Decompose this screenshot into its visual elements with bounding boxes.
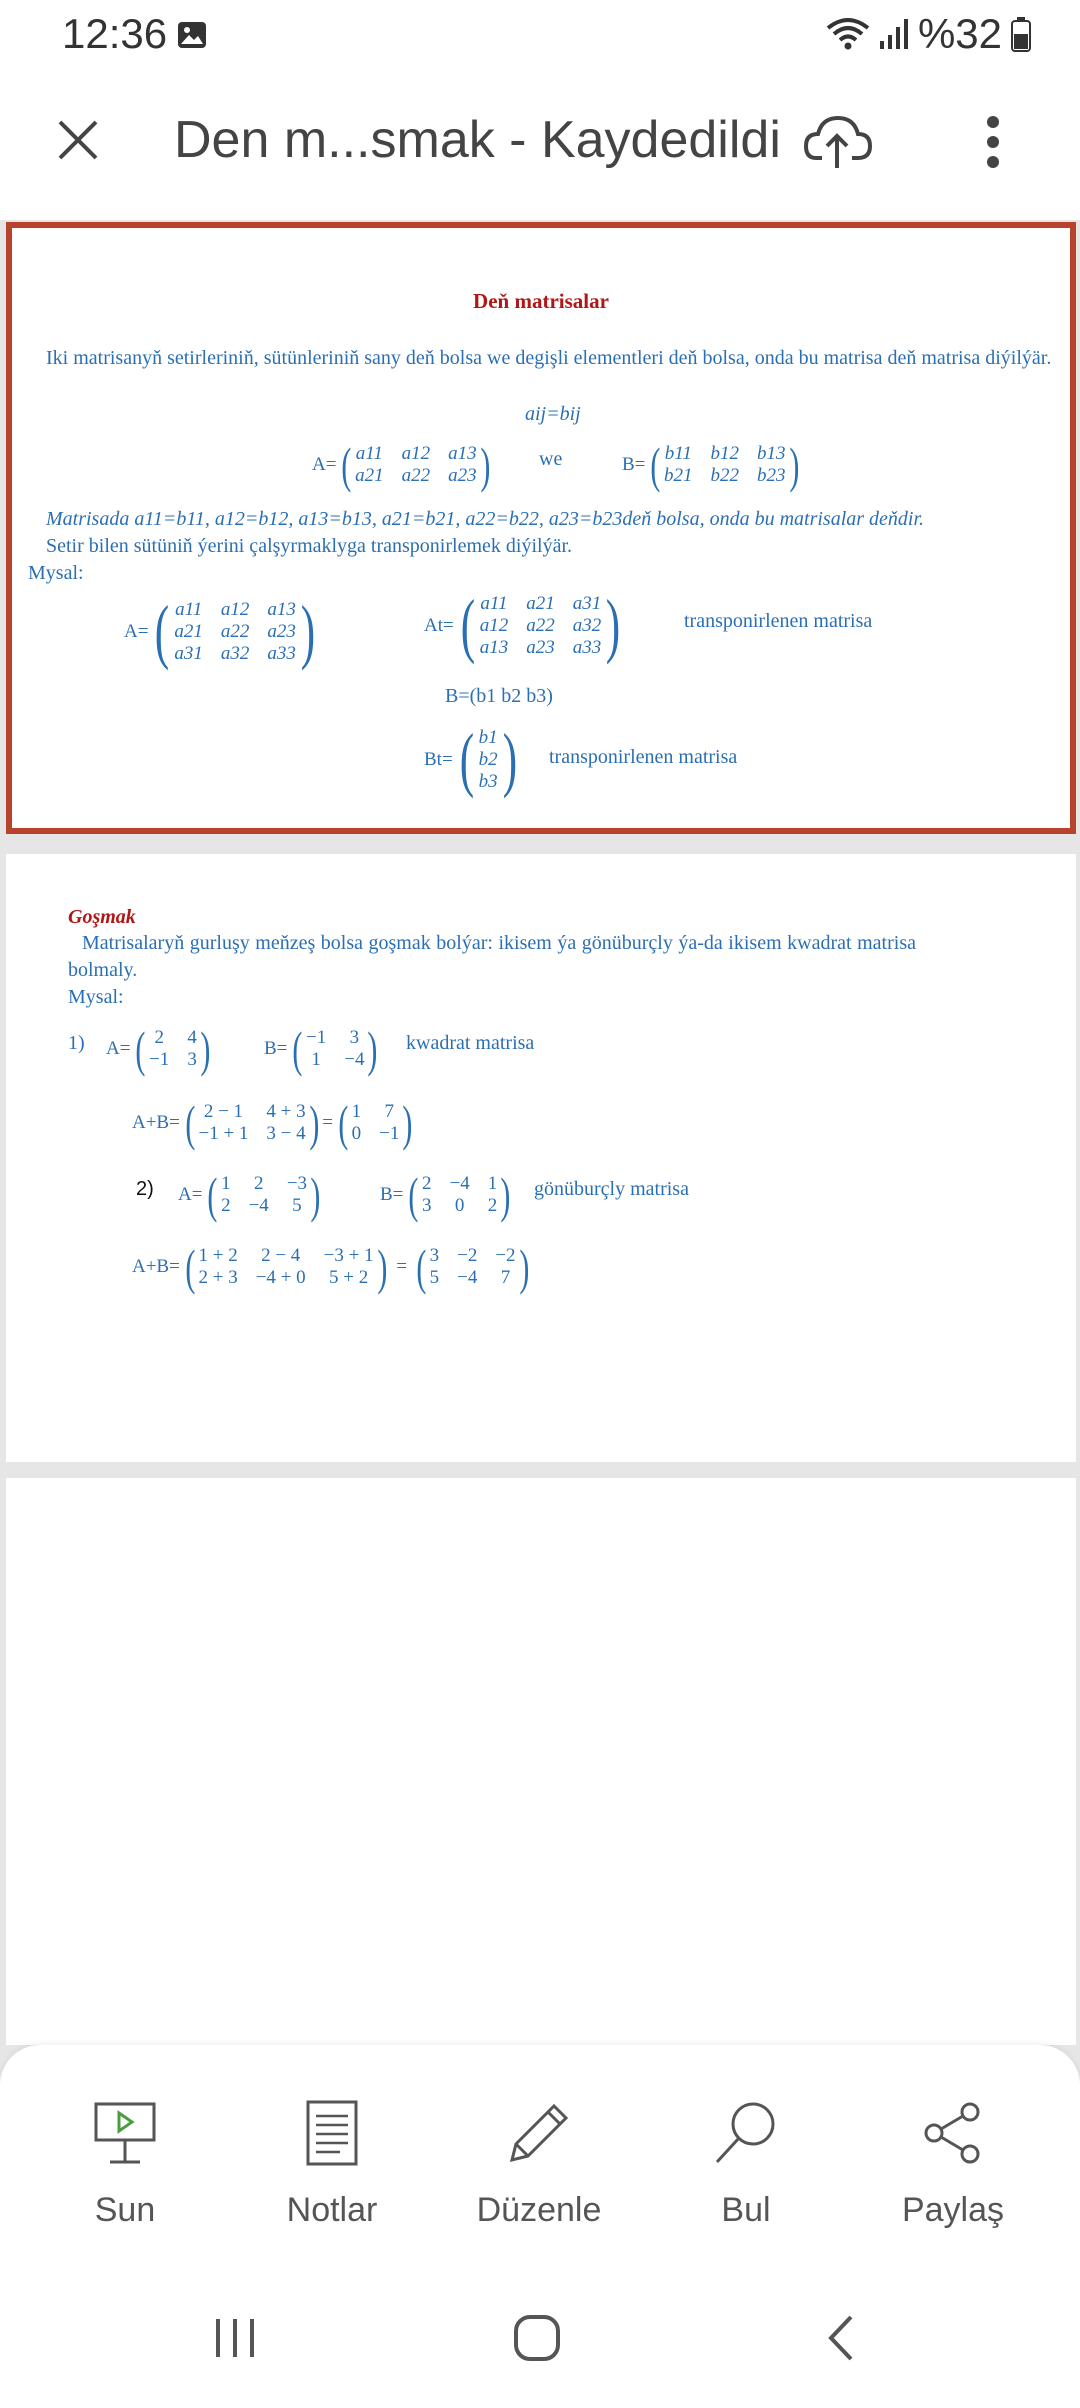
home-button[interactable] [502,2303,572,2373]
matrix-entry: b22 [710,465,740,486]
matrix-entry: b21 [664,465,693,486]
matrix-entry: 3 [349,1027,360,1048]
matrix-label: A+B= [132,1256,180,1277]
matrix-label: At= [424,614,454,636]
matrix-entry: 2 [154,1027,164,1048]
status-bar [0,0,1080,72]
matrix-entry: b12 [710,443,740,464]
slide-3[interactable] [6,1478,1076,2045]
close-icon [54,116,102,164]
matrix-entry: a12 [401,443,431,464]
matrix-entry: 0 [454,1195,465,1216]
matrix-entry: a23 [448,465,477,486]
toolbar-label: Düzenle [476,2191,602,2229]
slide-paragraph: Matrisalaryň gurluşy meňzeş bolsa goşmak bolýar: ikisem ýa gönüburçly ýa-da ikisem kwadrat matrisa bolmaly. [68,932,916,981]
matrix-entry: b1 [478,726,498,748]
matrix-entry: 1 [221,1173,231,1194]
matrix-entry: a13 [479,636,509,658]
matrix-entry: a33 [572,636,602,658]
matrix-entry: 2 [221,1195,231,1216]
matrix-entry: 2 [253,1173,264,1194]
matrix-b-2x3: B= ( b11 b12 b13 b21 b22 b23 ) [622,437,799,493]
more-vert-icon [983,112,1003,172]
we-text: we [539,448,563,470]
matrix-label: Bt= [424,748,453,770]
example1-sum: A+B= ( 2 − 1 4 + 3 −1 + 1 3 − 4 ) = ( 1 7 0 −1 ) [132,1095,413,1151]
annotation-text: gönüburçly matrisa [534,1178,689,1200]
share-icon [920,2100,986,2166]
battery-icon [1010,16,1032,52]
matrix-at-3x3: At= ( a11 a21 a31 a12 a22 a32 a13 a23 a33 ) [424,585,621,665]
document-title[interactable]: Den m...smak - Kaydedildi [174,111,781,169]
matrix-entry: −4 [449,1173,470,1194]
matrix-a-2x3: A= ( a11 a12 a13 a21 a22 a23 ) [312,437,490,493]
matrix-entry: a23 [526,636,555,658]
close-button[interactable] [48,110,108,170]
edit-button[interactable] [459,2093,619,2230]
matrix-label: B= [380,1184,404,1205]
matrix-entry: 4 + 3 [266,1101,306,1122]
toolbar-label: Paylaş [901,2191,1005,2229]
matrix-entry: a33 [267,642,296,664]
matrix-entry: 2 [422,1173,432,1194]
matrix-entry: −4 + 0 [255,1267,306,1288]
matrix-entry: −2 [495,1245,516,1266]
home-icon [512,2313,562,2363]
matrix-entry: a11 [175,598,203,620]
matrix-entry: a23 [267,620,296,642]
matrix-entry: −2 [457,1245,478,1266]
matrix-entry: −4 [344,1049,365,1070]
matrix-entry: a11 [355,443,383,464]
matrix-entry: 0 [351,1123,362,1144]
matrix-entry: −4 [248,1195,269,1216]
matrix-entry: a13 [267,598,296,620]
matrix-entry: b13 [757,443,786,464]
toolbar-label: Sun [94,2191,156,2229]
cloud-upload-button[interactable] [800,104,876,176]
notes-button[interactable] [252,2093,412,2230]
example-number: 1) [68,1032,85,1054]
matrix-label: A+B= [132,1112,180,1133]
matrix-entry: 7 [500,1267,511,1288]
matrix-entry: a32 [220,642,250,664]
equals-sign: = [396,1256,407,1277]
recents-icon [210,2315,260,2361]
matrix-entry: 3 [429,1245,440,1266]
matrix-label: A= [178,1184,203,1205]
matrix-entry: a22 [220,620,250,642]
back-icon [821,2313,861,2363]
matrix-entry: a21 [174,620,203,642]
matrix-label: A= [312,454,337,475]
pencil-icon [504,2098,574,2168]
matrix-entry: 3 [187,1049,197,1070]
matrix-entry: a22 [526,614,555,636]
system-nav-bar [0,2273,1080,2408]
matrix-entry: a31 [174,642,203,664]
row-vector-b: B=(b1 b2 b3) [445,685,553,707]
slide-title: Goşmak [68,906,136,928]
battery-percent: %32 [917,10,1002,57]
bottom-toolbar [0,2045,1080,2273]
matrix-entry: b11 [664,443,692,464]
signal-icon [878,17,910,51]
example2-matrix-a: A= ( 1 2 −3 2 −4 5 ) [178,1167,321,1223]
matrix-entry: 5 [292,1195,302,1216]
annotation-text: transponirlenen matrisa [684,610,873,632]
notes-icon [304,2098,360,2168]
matrix-entry: −1 [306,1027,327,1048]
app-bar [0,72,1080,220]
matrix-entry: b23 [757,465,786,486]
matrix-entry: 4 [187,1027,197,1048]
annotation-text: kwadrat matrisa [406,1032,535,1054]
column-vector-bt: Bt= ( b1 b2 b3 ) [424,719,517,799]
matrix-entry: −3 [286,1173,308,1194]
example2-sum: A+B= ( 1 + 2 2 − 4 −3 + 1 2 + 3 −4 + 0 5 + 2 ) = ( 3 −2 −2 5 −4 7 ) [132,1239,529,1295]
toolbar-label: Notlar [286,2191,378,2229]
cloud-upload-icon [802,108,874,172]
matrix-entry: 2 − 4 [261,1245,301,1266]
matrix-entry: 1 [351,1101,362,1122]
equation: aij=bij [525,403,581,425]
matrix-entry: a11 [480,592,508,614]
toolbar-label: Bul [721,2191,771,2229]
slide-paragraph: Matrisada a11=b11, a12=b12, a13=b13, a21=b21, a22=b22, a23=b23deň bolsa, onda bu matrisalar deňdir. [46,508,925,530]
slide-1[interactable] [6,222,1076,834]
matrix-label: B= [264,1038,288,1059]
matrix-entry: a21 [526,592,555,614]
matrix-entry: 5 + 2 [329,1267,369,1288]
share-button[interactable] [873,2093,1033,2230]
matrix-entry: a32 [572,614,602,636]
matrix-entry: −1 [149,1049,170,1070]
find-button[interactable] [666,2093,826,2230]
example1-matrix-b: B= ( −1 3 1 −4 ) [264,1021,378,1077]
slide-paragraph: Iki matrisanyň setirleriniň, sütünleriniň sany deň bolsa we degişli elementleri deň bolsa, onda bu matrisa deň matrisa diýilýär. [46,347,1052,369]
slide-title: Deň matrisalar [473,289,609,313]
status-time: 12:36 [62,10,168,57]
image-notification-icon [176,19,208,51]
example1-matrix-a: A= ( 2 4 −1 3 ) [106,1021,211,1077]
back-button[interactable] [806,2303,876,2373]
matrix-entry: 1 [311,1049,321,1070]
annotation-text: transponirlenen matrisa [549,746,738,768]
matrix-label: B= [622,454,646,475]
matrix-entry: 1 + 2 [198,1245,238,1266]
matrix-entry: −3 + 1 [323,1245,374,1266]
recents-button[interactable] [200,2303,270,2373]
matrix-entry: −1 [379,1123,400,1144]
search-icon [711,2098,781,2168]
matrix-entry: a12 [479,614,509,636]
matrix-entry: a22 [401,465,431,486]
equals-sign: = [322,1112,334,1133]
matrix-entry: a13 [448,443,477,464]
matrix-entry: 1 [487,1173,498,1194]
matrix-entry: 5 [429,1267,440,1288]
matrix-entry: 2 [487,1195,498,1216]
matrix-entry: 3 [422,1195,432,1216]
matrix-label: A= [106,1038,131,1059]
matrix-entry: 2 + 3 [198,1267,238,1288]
matrix-entry: 3 − 4 [266,1123,306,1144]
matrix-entry: 7 [384,1101,395,1122]
matrix-entry: a21 [355,465,384,486]
matrix-entry: b2 [478,748,498,770]
wifi-icon [826,16,870,52]
present-icon [92,2098,158,2168]
example-label: Mysal: [68,986,124,1008]
present-button[interactable] [45,2093,205,2230]
matrix-entry: b3 [478,770,498,792]
matrix-label: A= [124,620,149,642]
matrix-entry: 2 − 1 [203,1101,244,1122]
status-right [826,10,1032,58]
example-number: 2) [136,1178,154,1200]
example2-matrix-b: B= ( 2 −4 1 3 0 2 ) [380,1167,511,1223]
more-options-button[interactable] [966,108,1020,176]
matrix-entry: −4 [457,1267,478,1288]
matrix-entry: a12 [220,598,250,620]
slide-2[interactable] [6,854,1076,1462]
example-label: Mysal: [28,562,84,584]
slide-paragraph: Setir bilen sütüniň ýerini çalşyrmaklyga transponirlemek diýilýär. [46,535,572,557]
matrix-entry: −1 + 1 [198,1123,249,1144]
slides-area[interactable] [0,220,1080,2045]
matrix-a-3x3: A= ( a11 a12 a13 a21 a22 a23 a31 a32 a33 ) [124,591,316,671]
matrix-entry: a31 [572,592,602,614]
